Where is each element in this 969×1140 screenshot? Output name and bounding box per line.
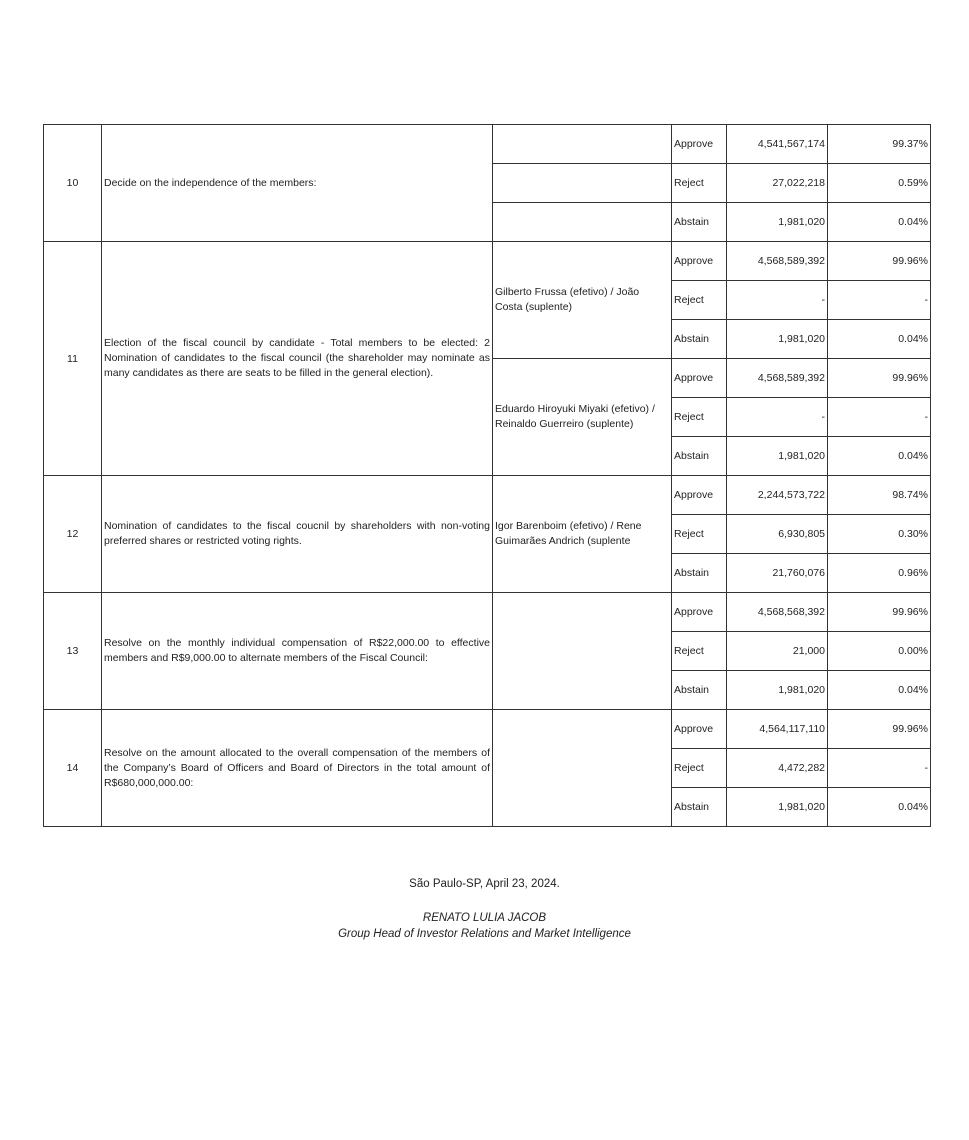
vote-count: 1,981,020	[727, 320, 828, 359]
vote-option: Abstain	[672, 203, 727, 242]
vote-count: -	[727, 281, 828, 320]
vote-percent: 0.30%	[828, 515, 931, 554]
document-footer	[0, 876, 969, 942]
vote-percent: 98.74%	[828, 476, 931, 515]
voting-results-table	[43, 124, 931, 827]
candidate-cell-empty	[493, 164, 672, 203]
vote-percent: 99.37%	[828, 125, 931, 164]
item-number: 12	[44, 476, 102, 593]
vote-percent: 0.04%	[828, 320, 931, 359]
vote-option: Reject	[672, 515, 727, 554]
vote-count: -	[727, 398, 828, 437]
item-number: 11	[44, 242, 102, 476]
vote-percent: 0.04%	[828, 671, 931, 710]
vote-count: 4,472,282	[727, 749, 828, 788]
vote-option: Reject	[672, 632, 727, 671]
candidate-name: Igor Barenboim (efetivo) / Rene Guimarães Andrich (suplente	[493, 476, 672, 593]
vote-percent: 0.04%	[828, 203, 931, 242]
candidate-cell-empty	[493, 593, 672, 710]
vote-percent: 99.96%	[828, 359, 931, 398]
vote-option: Approve	[672, 125, 727, 164]
vote-percent: 99.96%	[828, 242, 931, 281]
vote-count: 21,000	[727, 632, 828, 671]
candidate-cell-empty	[493, 203, 672, 242]
vote-percent: 0.04%	[828, 788, 931, 827]
vote-percent: 99.96%	[828, 710, 931, 749]
vote-percent: -	[828, 398, 931, 437]
voting-results-body	[44, 125, 931, 827]
signatory-title: Group Head of Investor Relations and Market Intelligence	[338, 928, 631, 940]
vote-count: 27,022,218	[727, 164, 828, 203]
vote-option: Approve	[672, 593, 727, 632]
table-row	[44, 593, 931, 632]
candidate-cell-empty	[493, 125, 672, 164]
item-description: Resolve on the amount allocated to the overall compensation of the members of the Company’s Board of Officers and Board of Directors in the total amount of R$680,000,000.00:	[102, 710, 493, 827]
vote-count: 4,564,117,110	[727, 710, 828, 749]
item-description: Resolve on the monthly individual compensation of R$22,000.00 to effective members and R$9,000.00 to alternate members of the Fiscal Council:	[102, 593, 493, 710]
vote-option: Abstain	[672, 788, 727, 827]
candidate-name: Eduardo Hiroyuki Miyaki (efetivo) / Reinaldo Guerreiro (suplente)	[493, 359, 672, 476]
item-number: 14	[44, 710, 102, 827]
vote-count: 1,981,020	[727, 788, 828, 827]
vote-option: Reject	[672, 164, 727, 203]
candidate-name: Gilberto Frussa (efetivo) / João Costa (suplente)	[493, 242, 672, 359]
vote-percent: 99.96%	[828, 593, 931, 632]
vote-count: 2,244,573,722	[727, 476, 828, 515]
vote-count: 4,541,567,174	[727, 125, 828, 164]
signatory-name: RENATO LULIA JACOB	[422, 912, 547, 924]
vote-option: Reject	[672, 749, 727, 788]
vote-count: 1,981,020	[727, 203, 828, 242]
vote-percent: 0.59%	[828, 164, 931, 203]
table-row	[44, 476, 931, 515]
place-date: São Paulo-SP, April 23, 2024.	[409, 878, 560, 890]
vote-count: 6,930,805	[727, 515, 828, 554]
vote-option: Approve	[672, 710, 727, 749]
vote-count: 1,981,020	[727, 671, 828, 710]
vote-percent: -	[828, 749, 931, 788]
vote-option: Approve	[672, 242, 727, 281]
item-description: Nomination of candidates to the fiscal coucnil by shareholders with non-voting preferred shares or restricted voting rights.	[102, 476, 493, 593]
vote-percent: 0.96%	[828, 554, 931, 593]
item-description: Election of the fiscal council by candidate - Total members to be elected: 2 Nomination of candidates to the fiscal council (the shareholder may nominate as many candidates as there are seats to be filled in the general election).	[102, 242, 493, 476]
item-description: Decide on the independence of the members:	[102, 125, 493, 242]
vote-option: Reject	[672, 281, 727, 320]
table-row	[44, 125, 931, 164]
vote-percent: 0.04%	[828, 437, 931, 476]
vote-count: 21,760,076	[727, 554, 828, 593]
vote-percent: 0.00%	[828, 632, 931, 671]
vote-option: Abstain	[672, 437, 727, 476]
item-number: 13	[44, 593, 102, 710]
table-row	[44, 242, 931, 281]
vote-option: Abstain	[672, 554, 727, 593]
vote-option: Reject	[672, 398, 727, 437]
vote-count: 4,568,589,392	[727, 359, 828, 398]
vote-option: Approve	[672, 359, 727, 398]
vote-option: Abstain	[672, 671, 727, 710]
table-row	[44, 710, 931, 749]
vote-percent: -	[828, 281, 931, 320]
item-number: 10	[44, 125, 102, 242]
vote-option: Abstain	[672, 320, 727, 359]
candidate-cell-empty	[493, 710, 672, 827]
vote-count: 1,981,020	[727, 437, 828, 476]
vote-count: 4,568,589,392	[727, 242, 828, 281]
vote-count: 4,568,568,392	[727, 593, 828, 632]
vote-option: Approve	[672, 476, 727, 515]
